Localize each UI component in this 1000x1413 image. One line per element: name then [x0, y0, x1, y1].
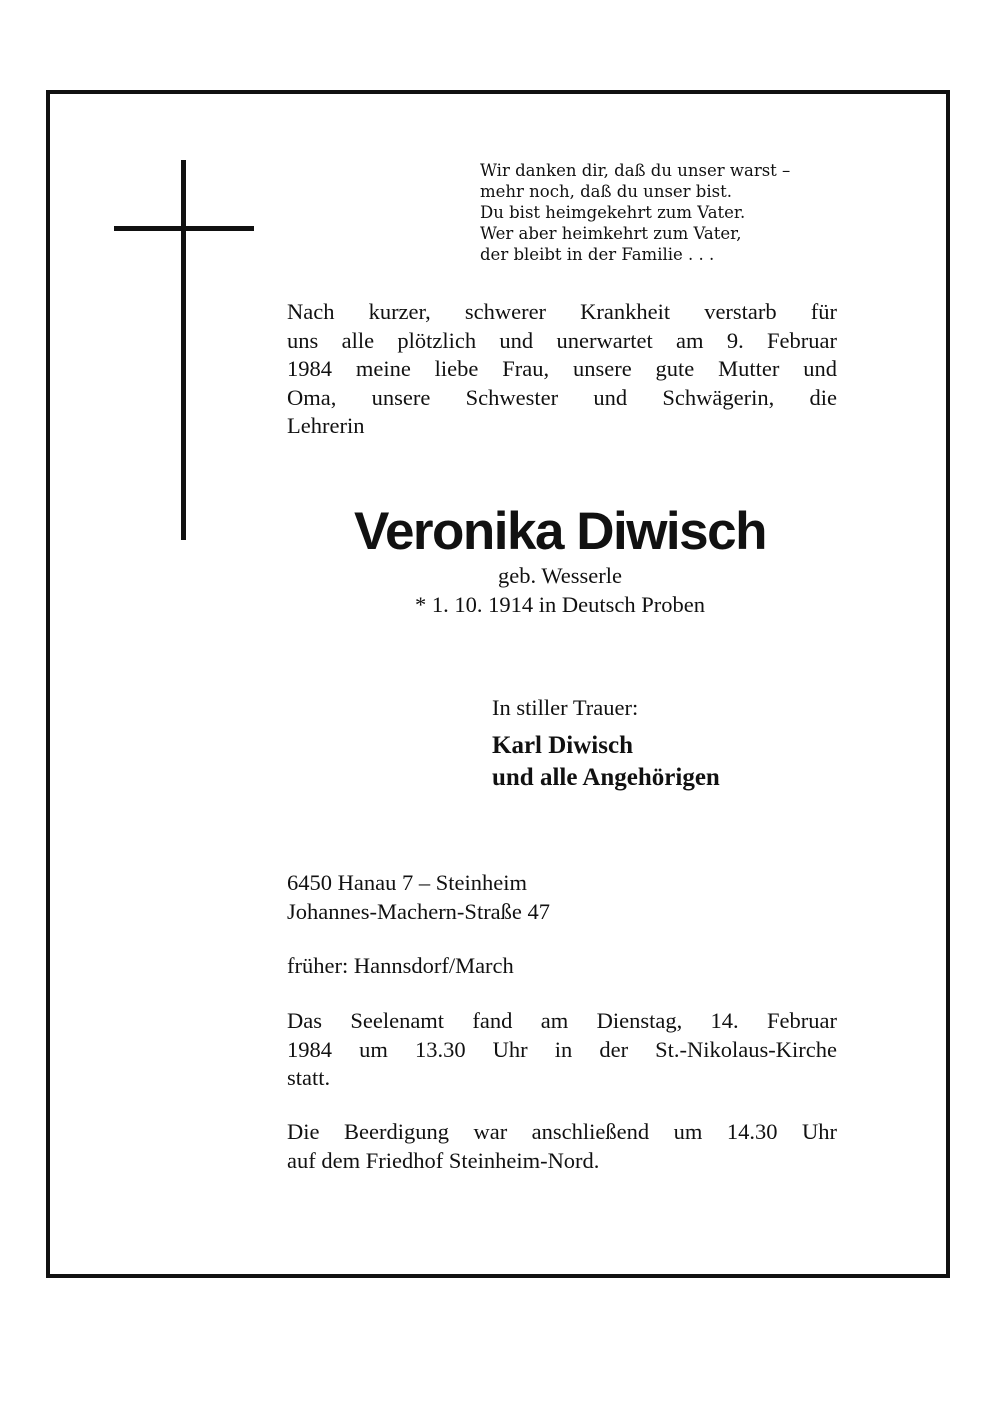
- verse-line: der bleibt in der Familie . . .: [480, 245, 715, 264]
- verse-line: mehr noch, daß du unser bist.: [480, 182, 732, 201]
- address-line: 6450 Hanau 7 – Steinheim: [287, 870, 527, 895]
- verse-line: Du bist heimgekehrt zum Vater.: [480, 203, 746, 222]
- announcement-line: Oma, unsere Schwester und Schwägerin, die: [287, 384, 837, 410]
- birth-details: [310, 562, 810, 619]
- address-line: Johannes-Machern-Straße 47: [287, 898, 551, 924]
- announcement-line: Lehrerin: [287, 413, 365, 438]
- requiem-line: 1984 um 13.30 Uhr in der St.-Nikolaus-Kirche: [287, 1036, 837, 1062]
- burial-info: [287, 1118, 837, 1175]
- announcement-line: Nach kurzer, schwerer Krankheit verstarb für: [287, 299, 837, 324]
- mourner-name: Karl Diwisch: [492, 732, 633, 759]
- former-residence: [287, 952, 837, 981]
- requiem-line: Das Seelenamt fand am Dienstag, 14. Februar: [287, 1008, 837, 1033]
- mourner-names: [492, 730, 892, 794]
- death-announcement: [287, 298, 837, 441]
- deceased-name: Veronika Diwisch: [354, 502, 766, 561]
- verse-line: Wer aber heimkehrt zum Vater,: [480, 224, 742, 243]
- mourning-label: In stiller Trauer:: [492, 695, 639, 720]
- birth-date-place: * 1. 10. 1914 in Deutsch Proben: [415, 591, 705, 617]
- former-residence-line: früher: Hannsdorf/March: [287, 953, 514, 978]
- family-address: [287, 869, 837, 926]
- mourners-section: [492, 694, 892, 794]
- burial-line: Die Beerdigung war anschließend um 14.30 Uhr: [287, 1119, 837, 1144]
- mourner-name: und alle Angehörigen: [492, 764, 720, 791]
- requiem-info: [287, 1007, 837, 1093]
- memorial-verse: [480, 160, 880, 265]
- burial-line: auf dem Friedhof Steinheim-Nord.: [287, 1147, 600, 1173]
- cross-horizontal-bar: [114, 226, 254, 231]
- announcement-line: uns alle plötzlich und unerwartet am 9. Februar: [287, 327, 837, 353]
- requiem-line: statt.: [287, 1065, 331, 1090]
- maiden-name: geb. Wesserle: [498, 563, 622, 588]
- announcement-line: 1984 meine liebe Frau, unsere gute Mutter und: [287, 356, 837, 381]
- cross-vertical-bar: [181, 160, 186, 540]
- verse-line: Wir danken dir, daß du unser warst –: [480, 161, 791, 180]
